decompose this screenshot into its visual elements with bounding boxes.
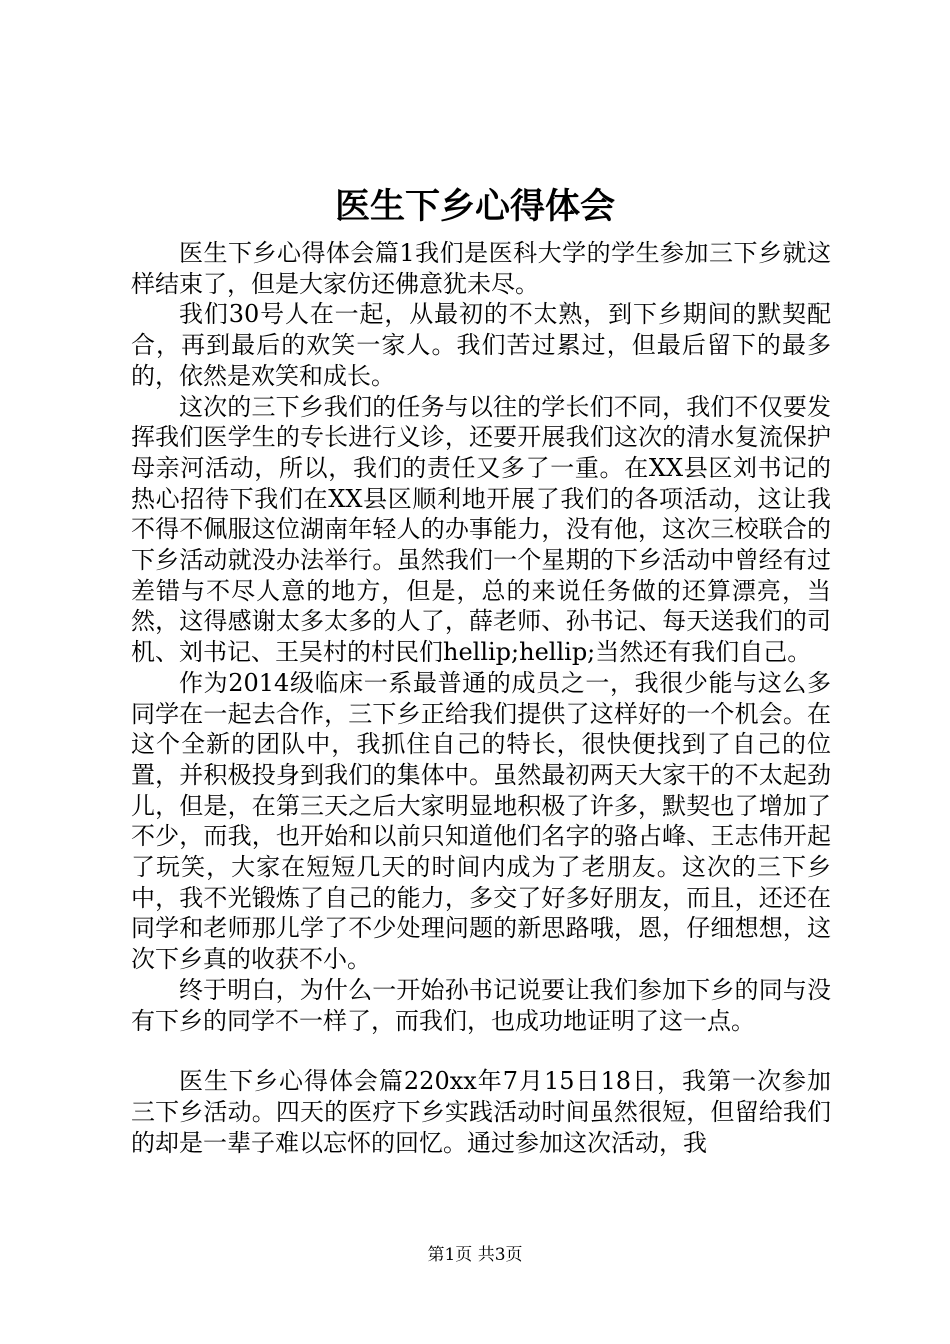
- document-title: 医生下乡心得体会: [334, 186, 615, 227]
- paragraph-4: 作为2014级临床一系最普通的成员之一，我很少能与这么多同学在一起去合作，三下乡正给我们提供了这样好的一个机会。在这个全新的团队中，我抓住自己的特长，很快便找到了自己的位置，并积极投身到我们的集体中。虽然最初两天大家干的不太起劲儿，但是，在第三天之后大家明显地积极了许多，默契也了增加了不少，而我，也开始和以前只知道他们名字的骆占峰、王志伟开起了玩笑，大家在短短几天的时间内成为了老朋友。这次的三下乡中，我不光锻炼了自己的能力，多交了好多好朋友，而且，还还在同学和老师那儿学了不少处理问题的新思路哦，恩，仔细想想，这次下乡真的收获不小。: [131, 668, 831, 974]
- page-footer: 第1页 共3页: [427, 1245, 523, 1265]
- paragraph-1: 医生下乡心得体会篇1我们是医科大学的学生参加三下乡就这样结束了，但是大家仿还佛意犹未尽。: [131, 239, 831, 298]
- paragraph-5: 终于明白，为什么一开始孙书记说要让我们参加下乡的同与没有下乡的同学不一样了，而我们，也成功地证明了这一点。: [131, 975, 831, 1035]
- paragraph-6: 医生下乡心得体会篇220xx年7月15日18日，我第一次参加三下乡活动。四天的医疗下乡实践活动时间虽然很短，但留给我们的却是一辈子难以忘怀的回忆。通过参加这次活动，我: [131, 1067, 831, 1157]
- paragraph-2: 我们30号人在一起，从最初的不太熟，到下乡期间的默契配合，再到最后的欢笑一家人。我们苦过累过，但最后留下的最多的，依然是欢笑和成长。: [131, 300, 831, 390]
- document-body: [131, 238, 831, 1158]
- paragraph-3: 这次的三下乡我们的任务与以往的学长们不同，我们不仅要发挥我们医学生的专长进行义诊，还要开展我们这次的清水复流保护母亲河活动，所以，我们的责任又多了一重。在XX县区刘书记的热心招待下我们在XX县区顺利地开展了我们的各项活动，这让我不得不佩服这位湖南年轻人的办事能力，没有他，这次三校联合的下乡活动就没办法举行。虽然我们一个星期的下乡活动中曾经有过差错与不尽人意的地方，但是，总的来说任务做的还算漂亮，当然，这得感谢太多太多的人了，薛老师、孙书记、每天送我们的司机、刘书记、王吴村的村民们hellip;hellip;当然还有我们自己。: [131, 392, 831, 667]
